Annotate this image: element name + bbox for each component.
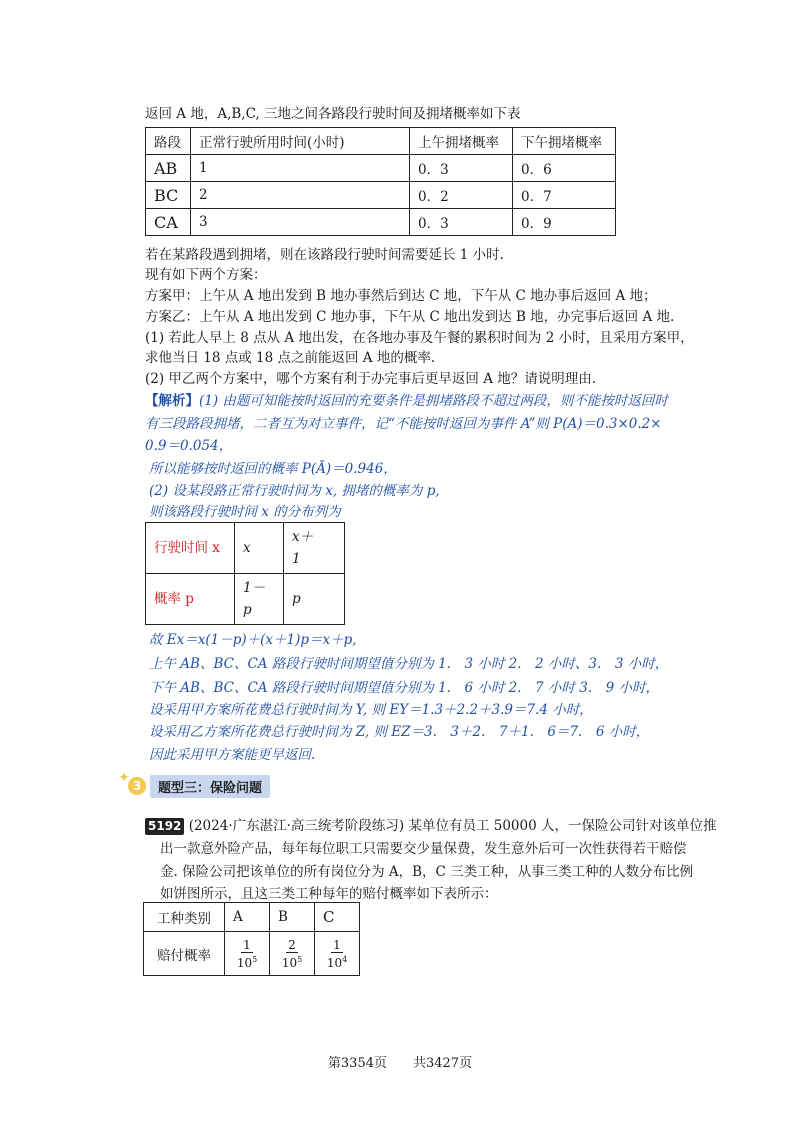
table-cell: AB: [146, 155, 191, 182]
table-cell: 概率 p: [146, 574, 235, 625]
problem-line: 现有如下两个方案：: [145, 267, 267, 283]
table-cell: 0．3: [410, 155, 513, 182]
table-cell: [315, 932, 360, 976]
question-line: 出一款意外险产品，每年每位职工只需要交少量保费，发生意外后可一次性获得若干赔偿: [160, 841, 687, 857]
problem-line: 方案甲：上午从 A 地出发到 B 地办事然后到达 C 地，下午从 C 地办事后返回 A 地；: [145, 288, 657, 304]
problem-line: 求他当日 18 点或 18 点之前能返回 A 地的概率.: [145, 350, 436, 366]
table-cell: 0．7: [513, 182, 616, 209]
cell-line: p: [243, 602, 252, 618]
solution-line: 下午 AB、BC、CA 路段行驶时间期望值分别为 1. 6 小时 2. 7 小时 3. 9 小时，: [149, 680, 659, 696]
fraction-numerator: 1: [333, 937, 341, 952]
solution-tag: 【解析】: [145, 393, 199, 409]
question-number-badge: 5192: [145, 818, 184, 835]
table-cell: 0．2: [410, 182, 513, 209]
table-header-cell: 正常行驶所用时间(小时): [191, 128, 410, 155]
solution-line: 上午 AB、BC、CA 路段行驶时间期望值分别为 1. 3 小时 2. 2 小时、3. 3 小时，: [149, 656, 669, 672]
solution-line: 故 Ex＝x(1－p)＋(x＋1)p＝x＋p,: [149, 632, 357, 648]
fraction-exponent: 5: [252, 954, 258, 964]
fraction-base: 10: [281, 955, 298, 970]
table-row: [146, 182, 616, 209]
table-cell: A: [225, 903, 270, 932]
fraction: [327, 938, 347, 970]
table-header-cell: 下午拥堵概率: [513, 128, 616, 155]
table-cell: p: [284, 574, 345, 625]
table-cell: [270, 932, 315, 976]
table-cell: 0．9: [513, 209, 616, 236]
solution-line: (2) 设某段路正常行驶时间为 x, 拥堵的概率为 p,: [149, 483, 440, 499]
distribution-table: [145, 522, 345, 625]
solution-first-line: [145, 391, 668, 411]
problem-line: 若在某路段遇到拥堵，则在该路段行驶时间需要延长 1 小时.: [145, 247, 504, 263]
fraction-exponent: 5: [297, 954, 303, 964]
table-row: [144, 932, 360, 976]
solution-line: 设采用乙方案所花费总行驶时间为 Z, 则 EZ＝3. 3＋2. 7＋1. 6＝7. 6 小时，: [149, 724, 650, 740]
table-cell: CA: [146, 209, 191, 236]
question-line: 如饼图所示，且这三类工种每年的赔付概率如下表所示：: [160, 886, 498, 902]
table-header-cell: 路段: [146, 128, 191, 155]
table-cell: 0．6: [513, 155, 616, 182]
question-line: 金. 保险公司把该单位的所有岗位分为 A，B，C 三类工种，从事三类工种的人数分布比例: [160, 864, 694, 880]
fraction-exponent: 4: [342, 954, 348, 964]
solution-line: 因此采用甲方案能更早返回.: [149, 747, 316, 763]
fraction: [237, 938, 257, 970]
fraction-base: 10: [326, 955, 343, 970]
table-cell: 2: [191, 182, 410, 209]
table-cell: 3: [191, 209, 410, 236]
table-cell: [284, 523, 345, 574]
fraction-denominator: [237, 953, 257, 970]
payout-table: [143, 902, 360, 976]
fraction: [282, 938, 302, 970]
table-cell: 行驶时间 x: [146, 523, 235, 574]
table-cell: [235, 574, 284, 625]
table-row: [146, 523, 345, 574]
question-line: [145, 816, 717, 836]
fraction-numerator: 2: [288, 937, 296, 952]
table-cell: 1: [191, 155, 410, 182]
table-header-cell: 上午拥堵概率: [410, 128, 513, 155]
cell-line: 1－: [243, 580, 266, 596]
table-cell: C: [315, 903, 360, 932]
table-cell: 赔付概率: [144, 932, 225, 976]
section-number-badge: 3: [128, 777, 146, 795]
table-cell: [225, 932, 270, 976]
solution-line: 则该路段行驶时间 x 的分布列为: [149, 504, 341, 520]
table-row: [144, 903, 360, 932]
fraction-base: 10: [236, 955, 253, 970]
table-row: [146, 574, 345, 625]
solution-text: (1) 由题可知能按时返回的充要条件是拥堵路段不超过两段，则不能按时返回时: [199, 393, 668, 409]
page-footer: 第3354页 共3427页: [327, 1056, 473, 1071]
table-cell: B: [270, 903, 315, 932]
fraction-denominator: [282, 953, 302, 970]
table-cell: x: [235, 523, 284, 574]
table-cell: BC: [146, 182, 191, 209]
section-header: [118, 772, 270, 800]
solution-line: 所以能够按时返回的概率 P(Ā)＝0.946，: [149, 461, 397, 477]
cell-line: x＋: [292, 529, 314, 545]
table-row: [146, 209, 616, 236]
problem-line: (2) 甲乙两个方案中，哪个方案有利于办完事后更早返回 A 地？请说明理由.: [145, 371, 597, 387]
problem-line: (1) 若此人早上 8 点从 A 地出发，在各地办事及午餐的累积时间为 2 小时，且采用方案甲，: [145, 330, 694, 346]
solution-line: 有三段路段拥堵，二者互为对立事件，记“不能按时返回为事件 A”则 P(A)＝0.3×0.2×: [145, 416, 662, 432]
question-text: (2024·广东湛江·高三统考阶段练习) 某单位有员工 50000 人，一保险公司针对该单位推: [188, 818, 717, 834]
fraction-denominator: [327, 953, 347, 970]
fraction-numerator: 1: [243, 937, 251, 952]
solution-line: 设采用甲方案所花费总行驶时间为 Y, 则 EY＝1.3＋2.2＋3.9＝7.4 小时，: [149, 702, 593, 718]
road-time-table: [145, 127, 616, 236]
problem-line: 方案乙：上午从 A 地出发到 C 地办事，下午从 C 地出发到达 B 地，办完事后返回 A 地.: [145, 309, 675, 325]
table-cell: 0．3: [410, 209, 513, 236]
sparkle-icon: ✦: [118, 770, 130, 786]
table-header-row: [146, 128, 616, 155]
table-cell: 工种类别: [144, 903, 225, 932]
table-row: [146, 155, 616, 182]
cell-line: 1: [292, 551, 301, 567]
intro-line: 返回 A 地，A,B,C, 三地之间各路段行驶时间及拥堵概率如下表: [145, 106, 521, 122]
section-title: 题型三：保险问题: [150, 775, 270, 798]
solution-line: 0.9＝0.054，: [145, 438, 233, 454]
